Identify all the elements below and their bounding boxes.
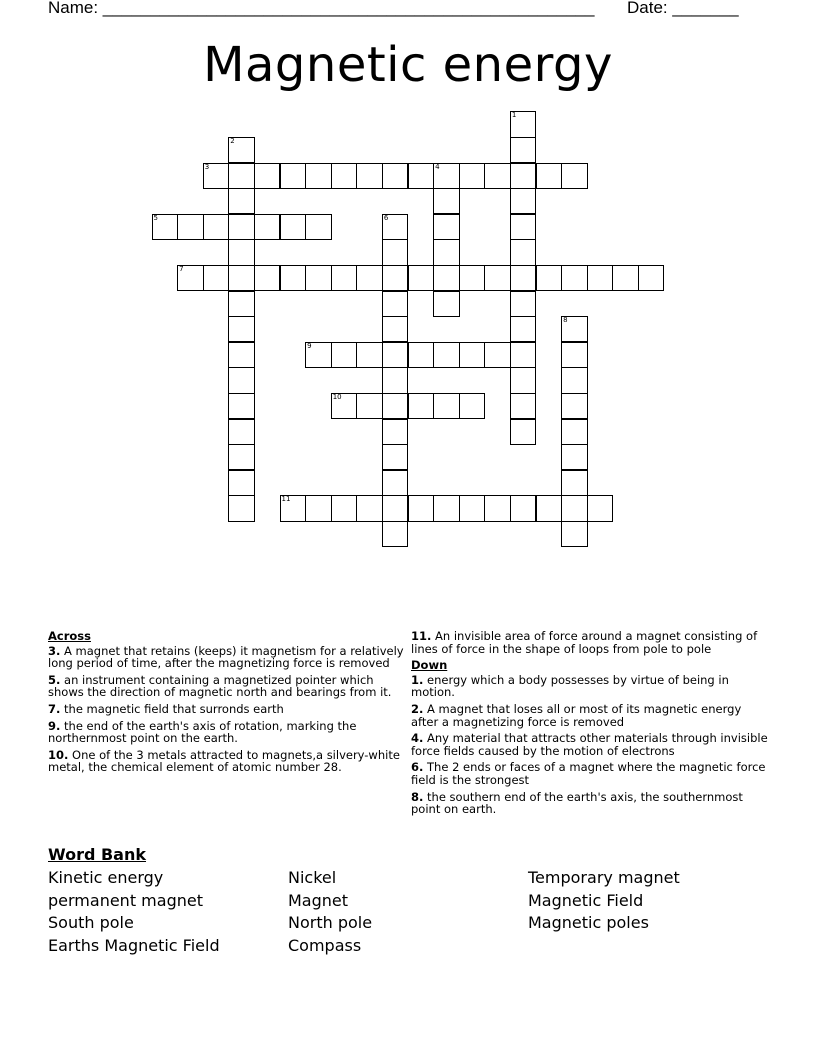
crossword-cell[interactable] (408, 163, 435, 189)
word-bank-item: North pole (288, 913, 373, 933)
crossword-cell[interactable] (408, 393, 435, 419)
crossword-cell[interactable] (228, 342, 255, 368)
crossword-cell[interactable] (177, 214, 204, 240)
clue-text: Any material that attracts other materials through invisible force fields caused by the motion of electrons (411, 731, 768, 758)
crossword-cell[interactable] (228, 367, 255, 393)
crossword-cell[interactable] (459, 393, 486, 419)
crossword-cell[interactable] (433, 495, 460, 521)
crossword-cell[interactable] (382, 419, 409, 445)
across-heading: Across (48, 629, 91, 643)
crossword-cell[interactable] (561, 419, 588, 445)
crossword-cell[interactable] (536, 495, 563, 521)
word-bank-item: permanent magnet (48, 890, 203, 910)
crossword-cell[interactable] (459, 342, 486, 368)
word-bank-item: Magnet (288, 890, 349, 910)
crossword-cell[interactable] (561, 342, 588, 368)
cell-number: 11 (281, 495, 291, 504)
crossword-cell[interactable] (433, 342, 460, 368)
crossword-cell[interactable] (382, 214, 409, 240)
clue-text: the southern end of the earth's axis, the southernmost point on earth. (411, 789, 743, 817)
cell-number: 5 (153, 213, 158, 222)
crossword-cell[interactable] (408, 495, 435, 521)
crossword-cell[interactable] (561, 495, 588, 521)
crossword-cell[interactable] (510, 137, 537, 163)
crossword-cell[interactable] (228, 291, 255, 317)
crossword-cell[interactable] (254, 265, 281, 291)
clue-number: 3. (48, 643, 61, 658)
crossword-cell[interactable] (510, 419, 537, 445)
crossword-cell[interactable] (280, 214, 307, 240)
crossword-cell[interactable] (561, 393, 588, 419)
crossword-cell[interactable] (382, 444, 409, 470)
down-heading: Down (411, 658, 448, 673)
name-field[interactable]: Name: ____________________________________________________ (48, 0, 595, 17)
crossword-cell[interactable] (561, 367, 588, 393)
crossword-cell[interactable] (203, 163, 230, 189)
crossword-cell[interactable] (331, 163, 358, 189)
crossword-cell[interactable] (638, 265, 665, 291)
crossword-cell[interactable] (510, 393, 537, 419)
crossword-cell[interactable] (228, 495, 255, 521)
clue-text: an instrument containing a magnetized pointer which shows the direction of magnetic north and bearings from it. (48, 672, 392, 700)
crossword-cell[interactable] (433, 393, 460, 419)
word-bank-column (528, 867, 680, 935)
word-bank-item: Kinetic energy (48, 868, 164, 887)
word-bank-item: Magnetic poles (528, 913, 649, 933)
crossword-cell[interactable] (433, 239, 460, 265)
crossword-cell[interactable] (305, 163, 332, 189)
clues-column-left (48, 630, 406, 778)
clue-across-11 (411, 630, 769, 655)
clues-column-right (411, 630, 769, 820)
clue-text: One of the 3 metals attracted to magnets,a silvery-white metal, the chemical element of atomic number 28. (48, 747, 400, 775)
clue-number: 8. (411, 789, 424, 804)
clue-number: 5. (48, 672, 61, 687)
crossword-cell[interactable] (254, 163, 281, 189)
crossword-cell[interactable] (510, 342, 537, 368)
clue-text: An invisible area of force around a magnet consisting of lines of force in the shape of loops from pole to pole (411, 629, 758, 656)
word-bank-item: South pole (48, 913, 134, 933)
crossword-cell[interactable] (510, 239, 537, 265)
crossword-cell[interactable] (305, 214, 332, 240)
crossword-cell[interactable] (331, 495, 358, 521)
clue-number: 1. (411, 672, 424, 687)
crossword-cell[interactable] (536, 163, 563, 189)
clue-across-10 (48, 749, 406, 774)
crossword-cell[interactable] (254, 214, 281, 240)
cell-number: 10 (332, 392, 342, 401)
crossword-cell[interactable] (203, 265, 230, 291)
crossword-cell[interactable] (561, 521, 588, 547)
crossword-cell[interactable] (510, 188, 537, 214)
crossword-cell[interactable] (305, 342, 332, 368)
crossword-cell[interactable] (356, 393, 383, 419)
crossword-cell[interactable] (228, 214, 255, 240)
page-title: Magnetic energy (203, 37, 613, 93)
clue-number: 4. (411, 731, 424, 746)
crossword-cell[interactable] (382, 495, 409, 521)
crossword-cell[interactable] (331, 265, 358, 291)
crossword-cell[interactable] (305, 495, 332, 521)
crossword-cell[interactable] (484, 265, 511, 291)
crossword-cell[interactable] (228, 188, 255, 214)
crossword-cell[interactable] (356, 495, 383, 521)
crossword-cell[interactable] (228, 393, 255, 419)
crossword-cell[interactable] (561, 265, 588, 291)
clue-text: A magnet that retains (keeps) it magnetism for a relatively long period of time, after the magnetizing force is removed (48, 643, 404, 671)
clue-number: 6. (411, 760, 424, 775)
clue-down-2 (411, 703, 769, 728)
crossword-cell[interactable] (561, 470, 588, 496)
crossword-cell[interactable] (356, 163, 383, 189)
crossword-cell[interactable] (561, 316, 588, 342)
crossword-cell[interactable] (561, 444, 588, 470)
cell-number: 3 (204, 162, 210, 171)
clue-down-4 (411, 732, 769, 757)
crossword-cell[interactable] (331, 393, 358, 419)
word-bank-item: Nickel (288, 868, 337, 887)
crossword-cell[interactable] (280, 163, 307, 189)
clue-across-9 (48, 720, 406, 745)
crossword-cell[interactable] (433, 291, 460, 317)
crossword-cell[interactable] (382, 239, 409, 265)
crossword-cell[interactable] (228, 316, 255, 342)
crossword-cell[interactable] (433, 188, 460, 214)
clue-text: the magnetic field that surronds earth (64, 701, 284, 716)
crossword-cell[interactable] (382, 265, 409, 291)
crossword-cell[interactable] (228, 163, 255, 189)
word-bank-title: Word Bank (48, 845, 147, 864)
crossword-cell[interactable] (484, 163, 511, 189)
crossword-cell[interactable] (587, 495, 614, 521)
crossword-cell[interactable] (228, 137, 255, 163)
crossword-cell[interactable] (510, 163, 537, 189)
word-bank-item: Temporary magnet (528, 868, 680, 887)
crossword-cell[interactable] (510, 495, 537, 521)
clue-text: the end of the earth's axis of rotation, marking the northernmost point on the earth. (48, 718, 357, 746)
crossword-cell[interactable] (536, 265, 563, 291)
crossword-cell[interactable] (459, 163, 486, 189)
clue-across-7 (48, 703, 406, 716)
crossword-cell[interactable] (510, 214, 537, 240)
crossword-cell[interactable] (280, 265, 307, 291)
crossword-cell[interactable] (433, 163, 460, 189)
clue-number: 11. (411, 629, 432, 643)
clue-text: The 2 ends or faces of a magnet where the magnetic force field is the strongest (411, 760, 766, 787)
cell-number: 1 (511, 111, 517, 120)
cell-number: 2 (230, 136, 235, 145)
date-field[interactable]: Date: _______ (627, 0, 739, 17)
crossword-cell[interactable] (228, 419, 255, 445)
crossword-cell[interactable] (177, 265, 204, 291)
clue-number: 7. (48, 701, 61, 716)
crossword-cell[interactable] (280, 495, 307, 521)
clue-number: 10. (48, 747, 69, 762)
crossword-cell[interactable] (228, 239, 255, 265)
cell-number: 8 (563, 316, 568, 325)
crossword-cell[interactable] (382, 291, 409, 317)
crossword-cell[interactable] (382, 521, 409, 547)
word-bank-column (48, 867, 220, 958)
clue-across-5 (48, 674, 406, 699)
cell-number: 4 (435, 162, 440, 171)
clue-down-8 (411, 791, 769, 816)
cell-number: 9 (307, 341, 312, 350)
crossword-cell[interactable] (510, 316, 537, 342)
crossword-cell[interactable] (356, 342, 383, 368)
crossword-cell[interactable] (561, 163, 588, 189)
clue-down-1 (411, 674, 769, 699)
cell-number: 6 (383, 213, 389, 222)
crossword-cell[interactable] (382, 342, 409, 368)
word-bank-column (288, 867, 372, 958)
crossword-cell[interactable] (331, 342, 358, 368)
word-bank-item: Earths Magnetic Field (48, 936, 220, 956)
crossword-cell[interactable] (408, 342, 435, 368)
crossword-cell[interactable] (152, 214, 179, 240)
crossword-cell[interactable] (484, 495, 511, 521)
clue-across-3 (48, 645, 406, 670)
crossword-cell[interactable] (382, 316, 409, 342)
crossword-cell[interactable] (510, 111, 537, 137)
crossword-cell[interactable] (510, 367, 537, 393)
word-bank-item: Compass (288, 936, 362, 956)
clue-number: 9. (48, 718, 61, 733)
clue-text: energy which a body possesses by virtue of being in motion. (411, 672, 729, 700)
crossword-cell[interactable] (382, 163, 409, 189)
crossword-cell[interactable] (433, 265, 460, 291)
crossword-cell[interactable] (228, 444, 255, 470)
crossword-cell[interactable] (433, 214, 460, 240)
clue-number: 2. (411, 701, 424, 716)
crossword-cell[interactable] (408, 265, 435, 291)
crossword-cell[interactable] (484, 342, 511, 368)
crossword-cell[interactable] (382, 393, 409, 419)
clue-down-6 (411, 761, 769, 786)
crossword-cell[interactable] (510, 265, 537, 291)
crossword-cell[interactable] (382, 470, 409, 496)
crossword-cell[interactable] (612, 265, 639, 291)
crossword-cell[interactable] (459, 265, 486, 291)
crossword-cell[interactable] (587, 265, 614, 291)
crossword-cell[interactable] (356, 265, 383, 291)
crossword-cell[interactable] (228, 265, 255, 291)
crossword-cell[interactable] (382, 367, 409, 393)
crossword-cell[interactable] (305, 265, 332, 291)
crossword-cell[interactable] (228, 470, 255, 496)
crossword-cell[interactable] (459, 495, 486, 521)
cell-number: 7 (179, 264, 184, 273)
word-bank-item: Magnetic Field (528, 890, 644, 910)
clue-text: A magnet that loses all or most of its magnetic energy after a magnetizing force is removed (411, 701, 742, 729)
crossword-cell[interactable] (510, 291, 537, 317)
crossword-cell[interactable] (203, 214, 230, 240)
